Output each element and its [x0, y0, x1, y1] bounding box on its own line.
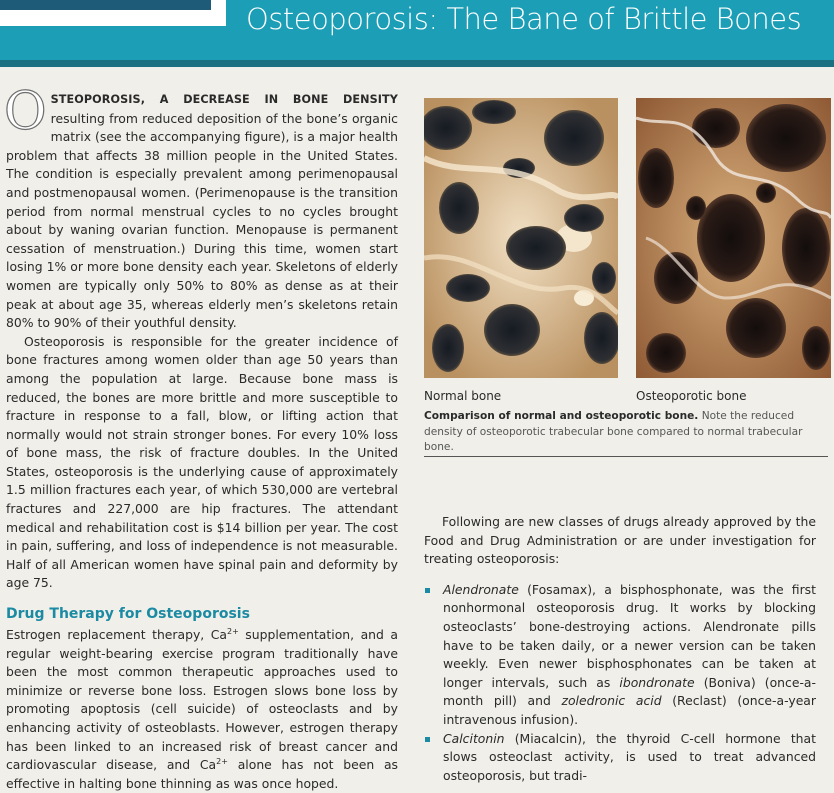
drug-name: Calcitonin: [443, 730, 505, 746]
figure-caption: [424, 409, 824, 456]
bullet-icon: [425, 737, 430, 742]
therapy-paragraph: [6, 626, 398, 793]
banner-inset-block: [0, 0, 211, 10]
list-item: [424, 581, 816, 730]
section-heading: Drug Therapy for Osteoporosis: [6, 606, 250, 623]
page-title: Osteoporosis: The Bane of Brittle Bones: [246, 2, 802, 36]
intro-text: resulting from reduced deposition of the bone’s organic matrix (see the accompanying figure), is a major health problem that affects 38 million people in the United States. The condition is especially prevalent among perimenopausal and postmenopausal women. (Perimenopause is the transition period from normal menstrual cycles to no cycles brought about by waning ovarian function. Menopause is permanent cessation of menstruation.) During this time, women start losing 1% or more bone density each year. Skeletons of elderly women are typically only 50% to 80% as dense as at their peak at about age 35, whereas elderly men’s skeletons retain 80% to 90% of their youthful density.: [6, 110, 398, 331]
normal-bone-label: Normal bone: [424, 389, 502, 403]
fracture-paragraph: Osteoporosis is responsible for the greater incidence of bone fractures among women older than age 50 years than among the population at large. Because bone mass is reduced, the bones are more brittle and more susceptible to fracture in response to a fall, blow, or lifting action that normally would not strain stronger bones. For every 10% loss of bone mass, the risk of fracture doubles. In the United States, osteoporosis is the underlying cause of approximately 1.5 million fractures each year, of which 530,000 are vertebral fractures and 227,000 are hip fractures. The attendant medical and rehabilitation cost is $14 billion per year. The cost in pain, suffering, and loss of independence is not measurable. Half of all American women have spinal pain and deformity by age 75.: [6, 333, 398, 591]
figure-divider: [424, 456, 828, 457]
drug-text: (Fosamax), a bisphosphonate, was the first nonhormonal osteoporosis drug. It works by blocking osteoclasts’ bone-destroying actions. Alendronate pills have to be taken daily, or a newer version can be taken weekly. Even newer bisphosphonates can be taken at longer intervals, such as: [443, 581, 816, 690]
therapy-text-c: alone has not been as effective in halting bone thinning as was once hoped.: [6, 757, 398, 791]
drug-name: ibondronate: [619, 674, 695, 690]
therapy-text-a: Estrogen replacement therapy, Ca: [6, 627, 227, 643]
list-item: [424, 730, 816, 786]
lead-in: STEOPOROSIS, A DECREASE IN BONE DENSITY: [50, 93, 398, 106]
superscript: 2+: [227, 626, 239, 636]
caption-text: Note the reduced density of osteoporotic trabecular bone compared to normal trabecular bone.: [424, 410, 803, 453]
caption-title: Comparison of normal and osteoporotic bone.: [424, 410, 699, 422]
banner-inset: [0, 0, 226, 26]
intro-paragraph: [4, 82, 398, 333]
drug-text: (Miacalcin), the thyroid C-cell hormone that slows osteoclast activity, is used to treat advanced osteoporosis, but tradi-: [443, 730, 816, 783]
drugs-intro: Following are new classes of drugs already approved by the Food and Drug Administration or are under investigation for treating osteoporosis:: [424, 514, 816, 567]
superscript: 2+: [216, 757, 228, 767]
drug-text: (Boniva) (once-a-month pill) and: [443, 674, 816, 709]
drug-list: [424, 581, 816, 786]
drug-name: zoledronic acid: [561, 693, 662, 709]
left-column: [4, 82, 398, 793]
osteoporotic-bone-label: Osteoporotic bone: [636, 389, 747, 403]
therapy-text-b: supplementation, and a regular weight-bearing exercise program traditionally have been the most common therapeutic approaches used to minimize or reverse bone loss. Estrogen slows bone loss by promoting apoptosis (cell suicide) of osteoclasts and by enhancing activity of osteoblasts. However, estrogen therapy has been linked to an increased risk of breast cancer and cardiovascular disease, and Ca: [6, 627, 398, 773]
bullet-icon: [425, 588, 430, 593]
banner-strip: [0, 60, 834, 67]
normal-bone-photo: [424, 98, 618, 378]
drop-cap: O: [4, 82, 47, 142]
drug-text: (Reclast) (once-a-year intravenous infusion).: [443, 693, 816, 727]
osteoporotic-bone-photo: [636, 98, 831, 378]
right-column: [424, 513, 816, 785]
drug-name: Alendronate: [443, 581, 519, 597]
